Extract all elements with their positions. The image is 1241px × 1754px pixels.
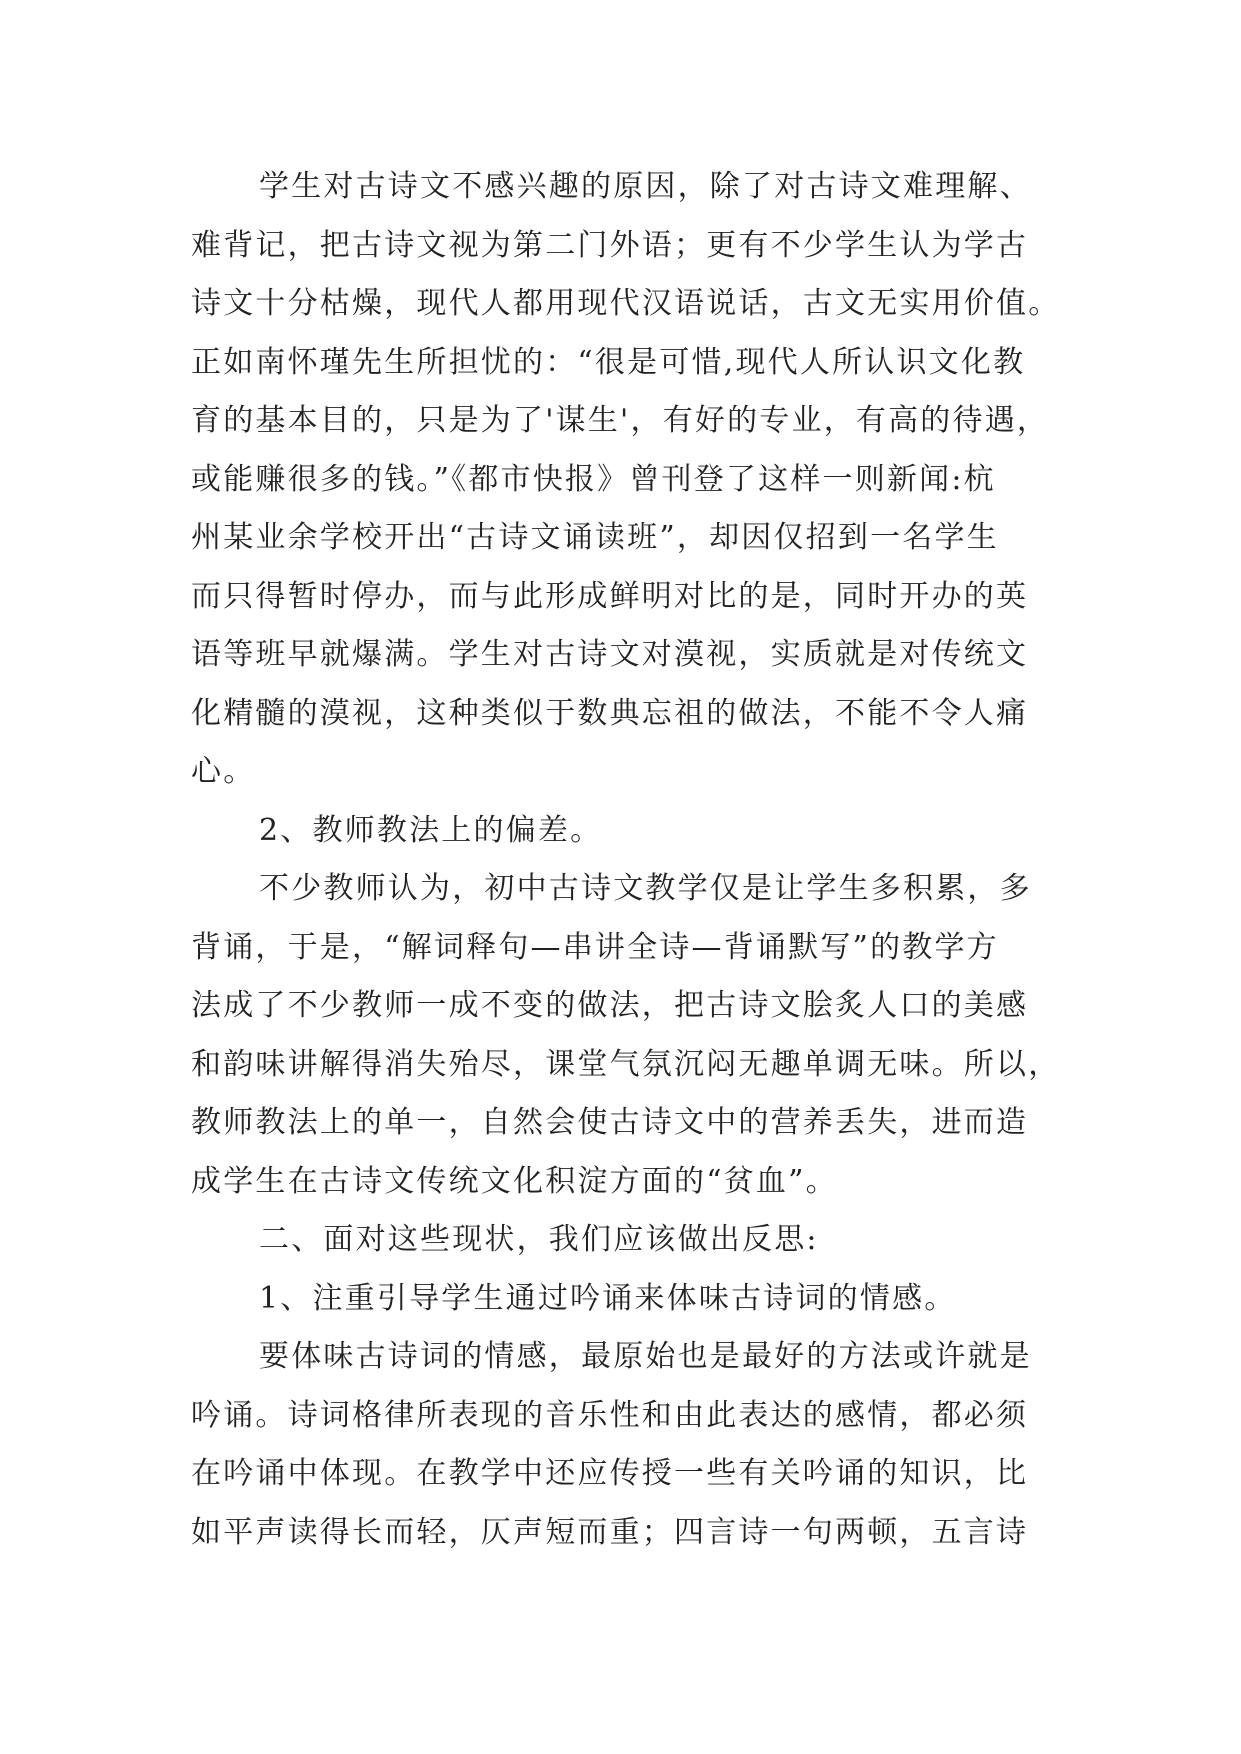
paragraph-line: 在吟诵中体现。在教学中还应传授一些有关吟诵的知识，比 <box>191 1456 1029 1491</box>
paragraph-line: 和韵味讲解得消失殆尽，课堂气氛沉闷无趣单调无味。所以， <box>191 1046 1061 1082</box>
paragraph-line: 学生对古诗文不感兴趣的原因，除了对古诗文难理解、 <box>259 169 1032 204</box>
paragraph-line: 难背记，把古诗文视为第二门外语；更有不少学生认为学古 <box>191 227 1029 263</box>
section-heading: 二、面对这些现状，我们应该做出反思: <box>259 1222 819 1257</box>
paragraph-line: 正如南怀瑾先生所担忧的：“很是可惜,现代人所认识文化教 <box>191 344 1026 380</box>
paragraph-line: 诗文十分枯燥，现代人都用现代汉语说话，古文无实用价值。 <box>191 286 1061 321</box>
paragraph-line: 育的基本目的，只是为了'谋生'，有好的专业，有高的待遇， <box>191 403 1050 438</box>
paragraph-line: 要体味古诗词的情感，最原始也是最好的方法或许就是 <box>259 1339 1032 1374</box>
paragraph-line: 而只得暂时停办，而与此形成鲜明对比的是，同时开办的英 <box>191 578 1029 614</box>
paragraph-line: 或能赚很多的钱。”《都市快报》曾刊登了这样一则新闻:杭 <box>191 461 996 497</box>
paragraph-line: 化精髓的漠视，这种类似于数典忘祖的做法，不能不令人痛 <box>191 695 1029 731</box>
paragraph-line: 背诵，于是，“解词释句—串讲全诗—背诵默写”的教学方 <box>191 929 999 965</box>
paragraph-line: 心。 <box>191 754 256 789</box>
paragraph-line: 成学生在古诗文传统文化积淀方面的“贫血”。 <box>191 1163 838 1199</box>
paragraph-line: 吟诵。诗词格律所表现的音乐性和由此表达的感情，都必须 <box>191 1397 1029 1433</box>
section-heading: 1、注重引导学生通过吟诵来体味古诗词的情感。 <box>259 1280 957 1316</box>
paragraph-line: 教师教法上的单一，自然会使古诗文中的营养丢失，进而造 <box>191 1105 1029 1140</box>
paragraph-line: 法成了不少教师一成不变的做法，把古诗文脍炙人口的美感 <box>191 988 1029 1023</box>
section-heading: 2、教师教法上的偏差。 <box>259 812 603 848</box>
body-text <box>191 158 1071 1562</box>
paragraph-line: 如平声读得长而轻，仄声短而重；四言诗一句两顿，五言诗 <box>191 1514 1029 1550</box>
paragraph-line: 不少教师认为，初中古诗文教学仅是让学生多积累，多 <box>259 871 1032 906</box>
paragraph-line: 语等班早就爆满。学生对古诗文对漠视，实质就是对传统文 <box>191 637 1029 672</box>
paragraph-line: 州某业余学校开出“古诗文诵读班”，却因仅招到一名学生 <box>191 520 999 555</box>
